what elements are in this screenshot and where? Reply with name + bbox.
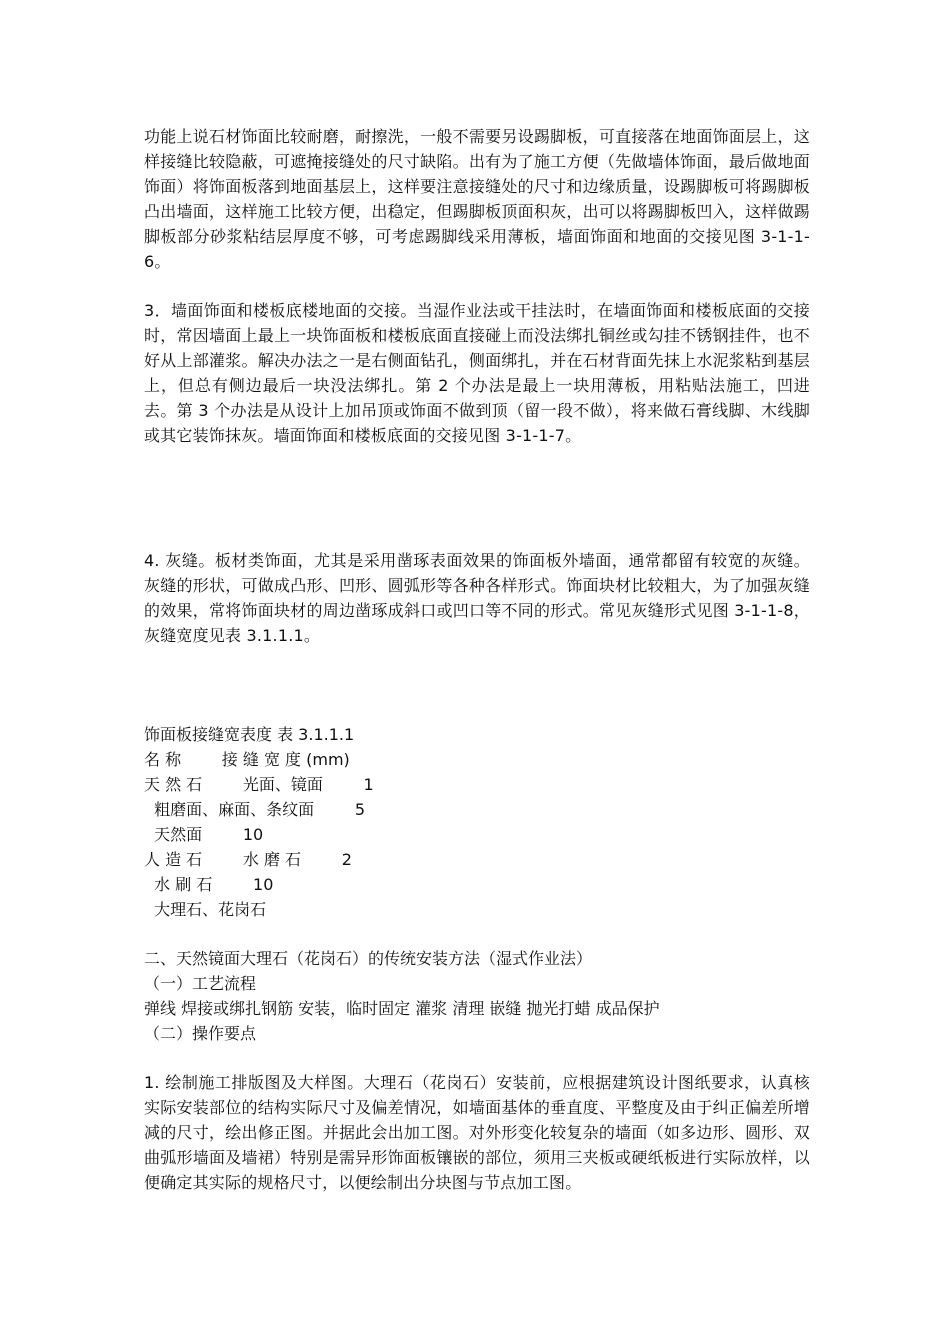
table-row: 大理石、花岗石 <box>144 900 267 919</box>
paragraph-joints: 4. 灰缝。板材类饰面，尤其是采用凿琢表面效果的饰面板外墙面，通常都留有较宽的灰缝。灰缝的形状，可做成凸形、凹形、圆弧形等各种各样形式。饰面块材比较粗大，为了加强灰缝的效果，常将饰面块材的周边凿琢成斜口或凹口等不同的形式。常见灰缝形式见图 3-1-1-8，灰缝宽度见表 3.1.1.1。 <box>144 551 810 645</box>
table-row: 人 造 石 水 磨 石 2 <box>144 850 352 869</box>
paragraph-wall-ceiling-junction: 3．墙面饰面和楼板底楼地面的交接。当湿作业法或干挂法时，在墙面饰面和楼板底面的交接时，常因墙面上最上一块饰面板和楼板底面直接碰上而没法绑扎铜丝或勾挂不锈钢挂件，也不好从上部灌浆。解决办法之一是右侧面钻孔，侧面绑扎，并在石材背面先抹上水泥浆粘到基层上，但总有侧边最后一块没法绑扎。第 2 个办法是最上一块用薄板，用粘贴法施工，凹进去。第 3 个办法是从设计上加吊顶或饰面不做到顶（留一段不做），将来做石膏线脚、木线脚或其它装饰抹灰。墙面饰面和楼板底面的交接见图 3-1-1-7。 <box>144 301 810 445</box>
table-row: 水 刷 石 10 <box>144 875 274 894</box>
table-header: 名 称 接 缝 宽 度 (mm) <box>144 750 350 769</box>
section-heading: 二、天然镜面大理石（花岗石）的传统安装方法（湿式作业法） <box>144 949 593 968</box>
process-flow: 弹线 焊接或绑扎钢筋 安装，临时固定 灌浆 清理 嵌缝 抛光打蜡 成品保护 <box>144 999 660 1018</box>
table-title: 饰面板接缝宽表度 表 3.1.1.1 <box>144 725 355 744</box>
subheading-process: （一）工艺流程 <box>144 974 257 993</box>
subheading-key-points: （二）操作要点 <box>144 1024 257 1043</box>
paragraph-skirting: 功能上说石材饰面比较耐磨，耐擦洗，一般不需要另设踢脚板，可直接落在地面饰面层上，这样接缝比较隐蔽，可遮掩接缝处的尺寸缺陷。出有为了施工方便（先做墙体饰面，最后做地面饰面）将饰面板落到地面基层上，这样要注意接缝处的尺寸和边缘质量，设踢脚板可将踢脚板凸出墙面，这样施工比较方便，出稳定，但踢脚板顶面积灰，出可以将踢脚板凹入，这样做踢脚板部分砂浆粘结层厚度不够，可考虑踢脚线采用薄板，墙面饰面和地面的交接见图 3-1-1-6。 <box>144 127 810 271</box>
table-row: 天然面 10 <box>144 825 264 844</box>
table-row: 天 然 石 光面、镜面 1 <box>144 775 374 794</box>
paragraph-layout-drawing: 1. 绘制施工排版图及大样图。大理石（花岗石）安装前，应根据建筑设计图纸要求，认真核实际安装部位的结构实际尺寸及偏差情况，如墙面基体的垂直度、平整度及由于纠正偏差所增减的尺寸，绘出修正图。并据此会出加工图。对外形变化较复杂的墙面（如多边形、圆形、双曲弧形墙面及墙裙）特别是需异形饰面板镶嵌的部位，须用三夹板或硬纸板进行实际放样，以便确定其实际的规格尺寸，以便绘制出分块图与节点加工图。 <box>144 1073 810 1192</box>
table-row: 粗磨面、麻面、条纹面 5 <box>144 800 366 819</box>
